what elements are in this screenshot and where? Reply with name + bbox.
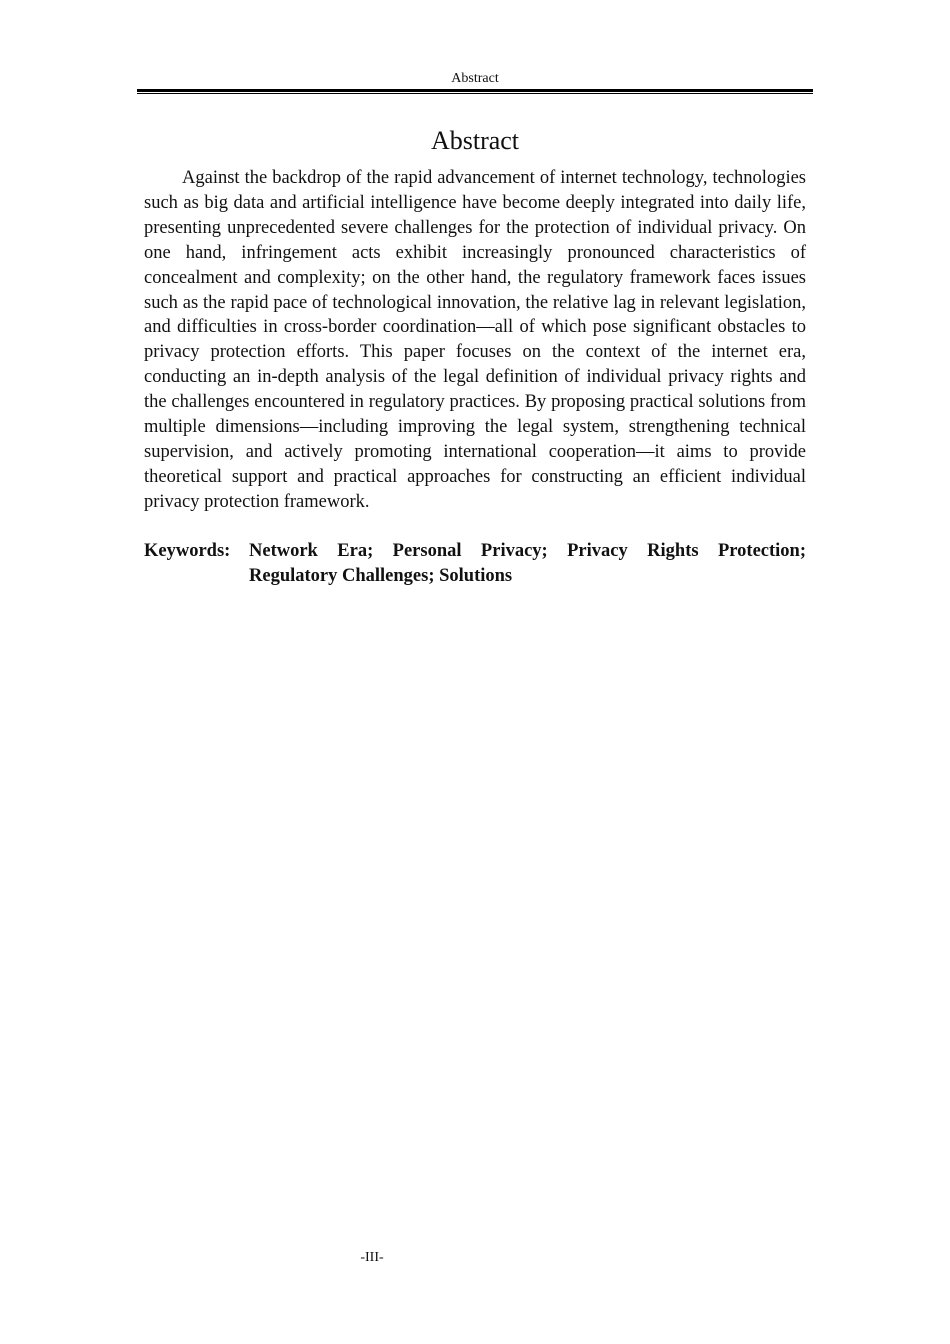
page-number: -III- <box>360 1250 384 1265</box>
header-rule-thin <box>137 93 813 94</box>
abstract-body: Against the backdrop of the rapid advancement of internet technology, technologies such as big data and artificial intelligence have become deeply integrated into daily life, presenting unprecedented severe challenges for the protection of individual privacy. On one hand, infringement acts exhibit increasingly pronounced characteristics of concealment and complexity; on the other hand, the regulatory framework faces issues such as the rapid pace of technological innovation, the relative lag in relevant legislation, and difficulties in cross-border coordination—all of which pose significant obstacles to privacy protection efforts. This paper focuses on the context of the internet era, conducting an in-depth analysis of the legal definition of individual privacy rights and the challenges encountered in regulatory practices. By proposing practical solutions from multiple dimensions—including improving the legal system, strengthening technical supervision, and actively promoting international cooperation—it aims to provide theoretical support and practical approaches for constructing an efficient individual privacy protection framework. <box>144 168 806 512</box>
abstract-title: Abstract <box>430 126 520 155</box>
header-rule-thick <box>137 89 813 92</box>
keywords-text: Network Era; Personal Privacy; Privacy Rights Protection; Regulatory Challenges; Solutions <box>249 541 806 586</box>
running-header: Abstract <box>451 71 499 86</box>
keywords-block <box>144 539 806 589</box>
keywords-label: Keywords: <box>144 541 231 561</box>
